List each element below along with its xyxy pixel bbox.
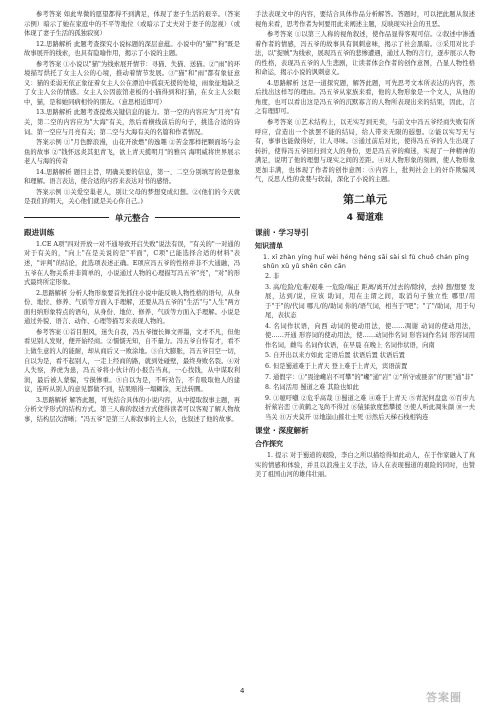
knowledge-item-2: 2. 非 <box>265 273 280 281</box>
question-12-answer: 参考答案 ①小说以"猫"为线索展开情节：寻猫、失猫、送猫。②"雨"的环境描写烘托了女主人公的心境，推动着情节发展。③"猫"和"雨"都有象征意义：猫的柔弱无依正象征着女主人公在漂泊中孤寂无援的处境，雨象征地缺乏了女主人公的情感。女主人公因旅馆老板的小猫得到和打猫，在女主人公眼中，猫，是和她同病相怜的朋友。（意思相近即可） <box>24 60 240 106</box>
question-13-answer: 答案示例 ①"月色醉浪漫，山花开欲燃"的逸趣 ②苦金那样把颗面场与金鱼的故事 ②"钱怀远炎其犯青飞，欲上青天揽明月"的雅兴 海明威将世界展示老人与海的传奇 <box>24 139 240 166</box>
answer-para-1: 参考答案 如此卑微的愿望都得不到满足，体现了妻子生活的艰辛。（答案示例）暗示了她在家庭中的不平等地位（或暗示了丈夫对于妻子的忽视）（或体现了妻子生活的孤独寂寞） <box>24 11 240 38</box>
pinyin-answers: 1. xī zhàn yíng huī wèi héng héng sāi sài sì fú chuō chán pīng shǔn xǔ yǔ shēn cēn cān <box>263 253 470 271</box>
knowledge-item-9: 9. ①噫吁嚱 ②危乎高哉 ③蜀道之难 ④难于上青天 ⑤青泥何盘盘 ⑥百步九折萦岩峦 ⑦黄鹤之飞尚不得过 ⑧猿猱欲度愁攀援 ⑨使人听此凋朱颜 ⑩一夫当关 ⑪万夫莫开 ⑫地崩山摧壮士死 ⑬然后天梯石栈相钩连 <box>265 394 475 421</box>
cooperative-inquiry-heading: 合作探究 <box>255 440 283 449</box>
training-q2-analysis: 2.思路解析 分析人物形象要首先抓住小说中能反映人物性格的语句，从身份、地位、修养、气质等方面入手理解，还要从冯五爷的"生活"与"人生"两方面归纳形象特点的语句，从身份、地位、修养、气质等方面入手理解。小说是通过外貌、语言、动作、心理等描写来表现人物的。 <box>24 289 240 326</box>
cooperative-item-1: 1. 提示 对于蜀道的艰险，李白之所以描绘得如此动人，在于作家融入了真实的情感和体验，并且以浪漫主义手法，诗人在表现蜀道的艰险的同时，也赞美了祖国山河的雄伟壮丽。 <box>255 452 475 479</box>
pre-class-heading: 课前 · 学习导引 <box>255 227 309 237</box>
knowledge-item-8: 8. 名词活用 蜀道之难 其险也如此 <box>265 384 359 392</box>
unit-two-title: 第二单元 <box>343 192 387 206</box>
unit-summary-title: 单元整合 <box>114 213 150 224</box>
unit-summary-divider <box>24 212 240 224</box>
watermark-text: 答案圈 <box>426 691 462 704</box>
knowledge-item-7: 7. 通假字：①"畏途巉岩不可攀"的"巉"通"岩" ②"所守或匪亲"的"匪"通"非" <box>265 373 474 381</box>
knowledge-item-4: 4. 名词作状语，向西 动词的使动用法，使……凋谢 动词的使动用法，使……开通 形容词的使动用法，使……动词作名词 形容词作名词 形容词用作名词，雌鸟 名词作状语，在早晨 在晚上 名词作状语，向南 <box>265 322 475 349</box>
right-column <box>255 10 475 481</box>
training-q1: 1.CE A项"四对开放一对不通导致开启失败"说法有误，"有关的"一对通的对于有关的，"向上"在是关说的是"平面"，C项"已能选择合适的材料"表述，"评判"的结论，此选项表述正确。E项应冯五爷的性格并非不大通融，冯五爷在人物关系并非简单的，小说通过人物的心理描写冯五爷"亮"，"对"的形式最终所定形象。 <box>24 240 240 287</box>
training-q3-continued: 手法表现文中的内容，要结合具体作品分析解答。答题时，可以把此题从叙述视角来看，思考作者为何要用此来阐述主题，反映现实社会的丑恶。 <box>255 11 475 28</box>
training-q3-analysis: 3.思路解析 解答此题，可先结合具体的小说内容，从中提取叙事主题，再分析文学形式的结构方式。第三人称的叙述方式使得读者可以客观了解人物故事，结构层次清晰；"冯五爷"是第三人称叙事的主人公，也叙述了他的故事。 <box>24 396 240 423</box>
training-q4-analysis: 4.思路解析 这是一道探究题，解答此题，可先思考文本所表达的内容，然后找出这样写的理由。冯五爷从家族来看，他的人物形象是一个文人，从他的角度，也可以看出这是冯五爷的沉默寡言的人物所表现出来的结果，因此，言之有理即可。 <box>255 79 475 116</box>
question-13-analysis: 13.思路解析 此题考查提炼关键信息的能力。第一空的内容应为"月亮"有关，第二空的内容应为"大海"有关，然后看横线前后的句子，挑选合适的诗词。第一空应与月亮有关；第二空与大海有关的名篇和作者情况。 <box>24 109 240 136</box>
question-14-analysis: 14.思路解析 题目主旨，明确关要的信息，第一、二空分别填写的是想象和理解。语言表达，使合适的内容来表达对书的感悟。 <box>24 168 240 186</box>
page-number: 4 <box>240 687 245 695</box>
knowledge-list-heading: 知识清单 <box>255 241 283 250</box>
question-14-answer: 答案示例 ①关爱空巢老人，别让父母的梦想变成幻想。②(他们的今天就是我们的明天，关心他们就是关心你自己。) <box>24 188 240 206</box>
lesson-title: 4 蜀道难 <box>346 212 384 223</box>
divider-line-right <box>155 217 240 218</box>
divider-line-left <box>24 217 109 218</box>
in-class-heading: 课堂 · 深度解析 <box>255 426 309 436</box>
watermark-logo <box>426 686 494 708</box>
follow-up-training-heading: 跟进训练 <box>24 227 55 237</box>
question-12-analysis: 12.思路解析 此题考查探究小说标题的深层意蕴。小说中的"猫""狗"既是故事展开的线索，也具有隐喻作用，揭示了小说的主题。 <box>24 40 240 58</box>
knowledge-item-3: 3. 高/危险/危难/艰难 一危险/端正 距离/离开/过去的/除掉，去掉 想/想要 发展，达到/说，应该 助词，用在主谓之间，取消句子独立性 哪里/用于"于"的/代词 哪儿/的/助词 你的/语气词，相当于"吧"；"了"/助词，用于句尾，表状态 <box>265 283 475 320</box>
training-q3-answer: 参考答案 ①以第三人称的视角叙述，使作品显得客观可信。②叙述中渗透着作者的情感，冯五爷的故事具有讽刺意味，揭示了社会黑暗。③采用对比手法，以"捉贼"为线索，展现冯五爷的悲惨遭遇，通过人物的言行，逐步展示人物的性格，表现冯五爷的人生悲剧，让读者体会作者的创作意图，凸显人物性格和命运，揭示小说的讽刺意义。 <box>255 31 475 77</box>
training-q4-answer: 参考答案 ①艺术结构上，以无实写到无卖，与前文中冯五爷经商失败有所呼应，营造出一个欲罢不能的结局，给人带来无限的遐想。②能以实写无与有，事事也能做得好，让人寻味。③通过前后对比，使得冯五爷的人生出现了转折，使得冯五爷回归到文人的身份，更是冯五爷的痴迷，实现了一种精神的满足，说明了他的理想与现实之间的差距。④对人物形象的刻画，使人物形象更加丰满，也体现了作者的创作意图：⑤内容上，批判社会上的奸诈欺骗风气，反思人性的贪婪与软弱，深化了小说的主题。 <box>255 119 475 184</box>
left-column <box>24 10 240 425</box>
knowledge-item-5: 5. 自开出以来方如此 定语后置 状语后置 状语后置 <box>265 352 405 360</box>
training-q2-answer: 参考答案 ①首目胆风，迷失自我，冯五爷擅长舞文弄墨，文才不凡，但他看见别人发财，便开始经商。②懦懦无知，自不量力。冯五爷自恃有才，看不上做生意的人的能耐，却从商后又一败涂地。③自大膨胀，冯五爷目空一切，自以为是，看不起别人，一走上经商的路，就到处碰壁，最终身败名裂。④对人失察，养虎为患，冯五爷将小伙计的小报告当真，一心找钱，从中谋取利润，最后被人蒙骗，亏损惨重。⑤自以为是，不听劝告，不肯吸取他人的建议，连听从别人的意见都做不到，结果赔得一塌糊涂，无法转圜。 <box>24 328 240 394</box>
knowledge-item-6: 6. 但是蜀道难于上青天 登上难于上青天，宾语前置 <box>265 362 408 370</box>
